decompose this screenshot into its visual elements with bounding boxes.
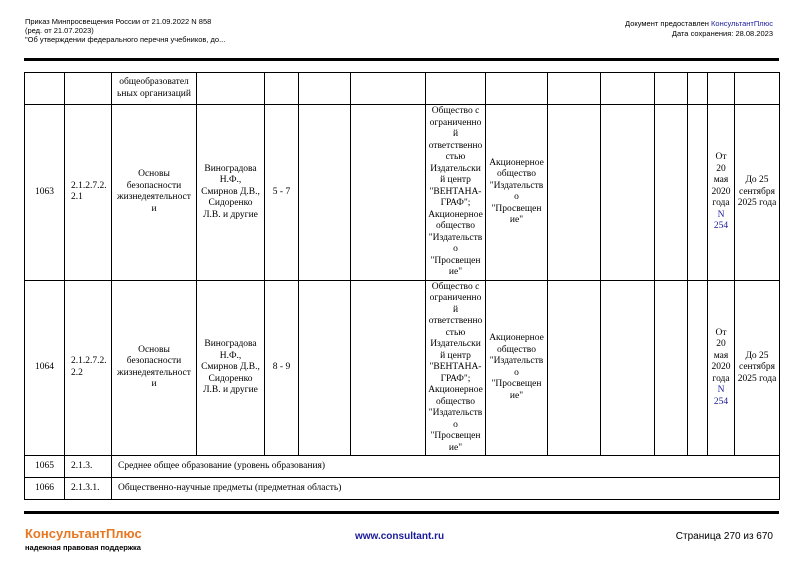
document-header-right [625, 19, 773, 39]
brand-link[interactable]: КонсультантПлюс [711, 19, 773, 28]
footer-tagline: надежная правовая поддержка [25, 543, 141, 552]
footer-logo [25, 526, 142, 552]
document-header-left [25, 17, 225, 44]
footer-brand: КонсультантПлюс [25, 526, 142, 541]
continued-cell: общеобразовател ьных организаций [112, 73, 197, 105]
table-row [25, 105, 780, 281]
order-link[interactable]: N 254 [713, 209, 729, 231]
row-code: 2.1.3. [65, 456, 112, 478]
publisher: Общество с ограниченно й ответственно стью Издательски й центр "ВЕНТАНА- ГРАФ"; Акционерное общество "Издательств о "Просвещен ие" [426, 280, 486, 456]
row-code: 2.1.2.7.2. 2.2 [65, 280, 112, 456]
row-number: 1065 [25, 456, 65, 478]
save-date: Дата сохранения: 28.08.2023 [671, 29, 773, 38]
header-divider [24, 58, 779, 61]
page-counter: Страница 270 из 670 [675, 531, 773, 542]
grade: 5 - 7 [265, 105, 299, 281]
row-code: 2.1.2.7.2. 2.1 [65, 105, 112, 281]
section-title: Среднее общее образование (уровень образования) [112, 456, 780, 478]
publisher: Общество с ограниченно й ответственно стью Издательски й центр "ВЕНТАНА- ГРАФ"; Акционерное общество "Издательств о "Просвещен ие" [426, 105, 486, 281]
header-line: "Об утверждении федерального перечня учебников, до... [25, 35, 226, 44]
authors: Виноградова Н.Ф., Смирнов Д.В., Сидоренко Л.В. и другие [197, 105, 265, 281]
order-date: От 20 мая 2020 года N 254 [708, 105, 735, 281]
table-row [25, 73, 780, 105]
textbook-table [24, 72, 780, 500]
subject: Основы безопасности жизнедеятельност и [112, 105, 197, 281]
row-number: 1064 [25, 280, 65, 456]
table-row [25, 280, 780, 456]
order-date: От 20 мая 2020 года N 254 [708, 280, 735, 456]
header-line: (ред. от 21.07.2023) [25, 26, 94, 35]
row-number: 1063 [25, 105, 65, 281]
row-number: 1066 [25, 478, 65, 500]
section-row [25, 456, 780, 478]
section-title: Общественно-научные предметы (предметная область) [112, 478, 780, 500]
valid-until: До 25 сентября 2025 года [735, 280, 780, 456]
valid-until: До 25 сентября 2025 года [735, 105, 780, 281]
provided-by-label: Документ предоставлен [625, 19, 712, 28]
subject: Основы безопасности жизнедеятельност и [112, 280, 197, 456]
row-code: 2.1.3.1. [65, 478, 112, 500]
header-line: Приказ Минпросвещения России от 21.09.2022 N 858 [25, 17, 212, 26]
authors: Виноградова Н.Ф., Смирнов Д.В., Сидоренко Л.В. и другие [197, 280, 265, 456]
footer-url-link[interactable]: www.consultant.ru [355, 531, 445, 542]
order-link[interactable]: N 254 [713, 385, 729, 407]
section-row [25, 478, 780, 500]
footer-divider [24, 511, 779, 514]
manufacturer: Акционерное общество "Издательств о "Просвещен ие" [486, 280, 548, 456]
manufacturer: Акционерное общество "Издательств о "Просвещен ие" [486, 105, 548, 281]
grade: 8 - 9 [265, 280, 299, 456]
